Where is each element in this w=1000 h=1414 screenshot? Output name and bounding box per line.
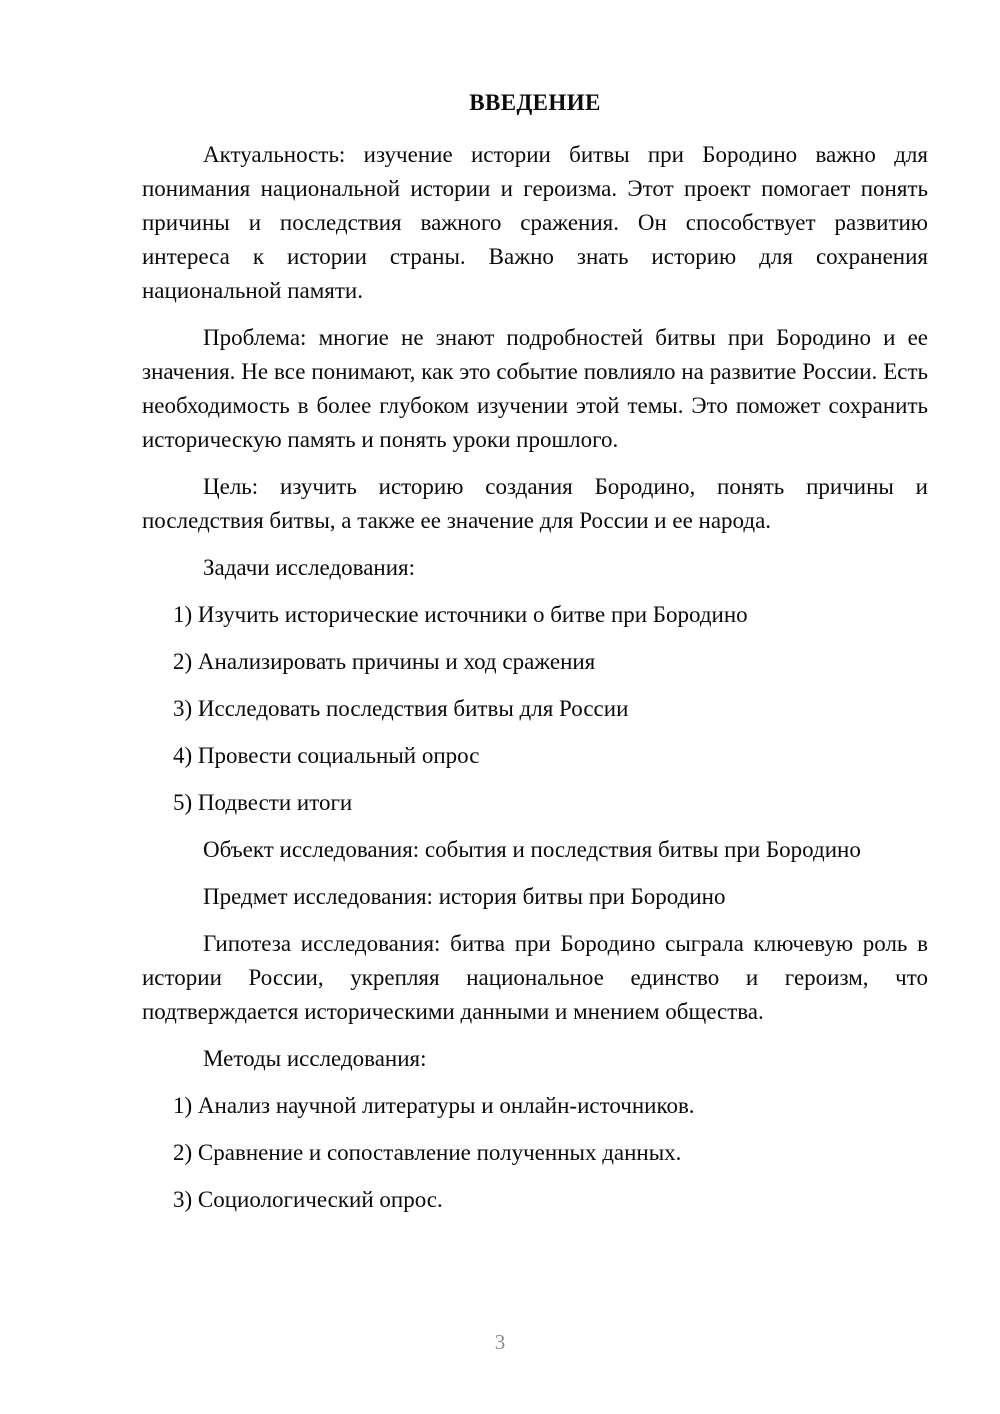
list-item: 3) Социологический опрос. <box>173 1186 443 1212</box>
page-number: 3 <box>494 1330 506 1354</box>
paragraph-goal: Цель: изучить историю создания Бородино, понять причины и последствия битвы, а также ее значение для России и ее народа. <box>142 473 928 533</box>
list-item: 3) Исследовать последствия битвы для России <box>173 695 629 721</box>
list-item: 1) Изучить исторические источники о битве при Бородино <box>173 601 748 627</box>
list-item: 2) Анализировать причины и ход сражения <box>173 648 596 674</box>
research-object: Объект исследования: события и последствия битвы при Бородино <box>203 836 861 862</box>
research-subject: Предмет исследования: история битвы при Бородино <box>203 883 726 909</box>
document-body <box>142 88 928 1230</box>
paragraph-relevance: Актуальность: изучение истории битвы при Бородино важно для понимания национальной истории и героизма. Этот проект помогает понять причины и последствия важного сражения. Он способствует развитию интереса к истории страны. Важно знать историю для сохранения национальной памяти. <box>142 141 928 303</box>
tasks-heading: Задачи исследования: <box>203 554 416 580</box>
paragraph-problem: Проблема: многие не знают подробностей битвы при Бородино и ее значения. Не все понимают, как это событие повлияло на развитие России. Есть необходимость в более глубоком изучении этой темы. Это поможет сохранить историческую память и понять уроки прошлого. <box>142 324 928 452</box>
page-title: ВВЕДЕНИЕ <box>469 90 601 115</box>
methods-heading: Методы исследования: <box>203 1045 427 1071</box>
list-item: 5) Подвести итоги <box>173 789 353 815</box>
methods-list <box>142 1089 928 1217</box>
tasks-list <box>142 598 928 820</box>
list-item: 1) Анализ научной литературы и онлайн-источников. <box>173 1092 695 1118</box>
paragraph-hypothesis: Гипотеза исследования: битва при Бородино сыграла ключевую роль в истории России, укрепляя национальное единство и героизм, что подтверждается историческими данными и мнением общества. <box>142 930 928 1024</box>
list-item: 4) Провести социальный опрос <box>173 742 480 768</box>
list-item: 2) Сравнение и сопоставление полученных данных. <box>173 1139 682 1165</box>
